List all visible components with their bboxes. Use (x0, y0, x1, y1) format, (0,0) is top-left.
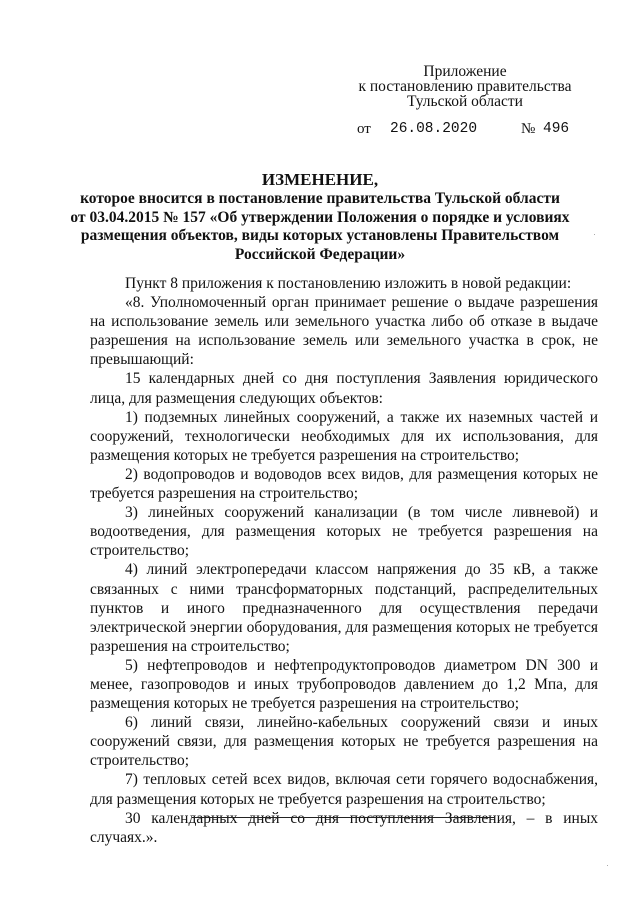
appendix-line: Тульской области (407, 93, 523, 110)
body-paragraph: 6) линий связи, линейно-кабельных сооружений связи и иных сооружений связи, для размещения которых не требуется разрешения на строительство; (90, 714, 598, 770)
body-paragraph: 5) нефтепроводов и нефтепродуктопроводов диаметром DN 300 и менее, газопроводов и иных трубопроводов давлением до 1,2 Мпа, для размещения которых не требуется разрешения на строительство; (90, 656, 598, 713)
number-sign: № (521, 121, 536, 137)
body-paragraph: 15 календарных дней со дня поступления Заявления юридического лица, для размещения следующих объектов: (90, 370, 598, 407)
body-paragraph: 30 календарных дней со дня поступления Заявления, – в иных случаях.». (90, 809, 598, 846)
body-paragraph: 4) линий электропередачи классом напряжения до 35 кВ, а также связанных с ними трансформаторных подстанций, распределительных пунктов и иного предназначенного для осуществления передачи электрической энергии оборудования, для размещения которых не требуется разрешения на строительство; (90, 561, 598, 655)
scan-speck (594, 234, 595, 235)
decree-number: 496 (543, 121, 570, 137)
subtitle-line: Российской Федерации» (234, 245, 406, 263)
appendix-line: Приложение (423, 63, 507, 80)
body-paragraph: 7) тепловых сетей всех видов, включая сети горячего водоснабжения, для размещения которых не требуется разрешения на строительство; (90, 771, 598, 808)
decree-date-number (0, 121, 640, 139)
document-body (90, 274, 598, 847)
date-prefix: от (357, 121, 371, 137)
appendix-block (330, 64, 600, 109)
subtitle-line: которое вносится в постановление правительства Тульской области (80, 190, 560, 207)
body-paragraph: 1) подземных линейных сооружений, а также их наземных частей и сооружений, технологически необходимых для их использования, для размещения которых не требуется разрешения на строительство; (90, 408, 598, 464)
document-subtitle (70, 190, 570, 264)
document-title: ИЗМЕНЕНИЕ, (261, 170, 379, 189)
body-paragraph: 2) водопроводов и водоводов всех видов, для размещения которых не требуется разрешения на строительство; (90, 465, 598, 503)
body-paragraph: Пункт 8 приложения к постановлению изложить в новой редакции: (125, 275, 572, 292)
decree-date: 26.08.2020 (390, 121, 478, 137)
scan-speck (607, 865, 608, 866)
subtitle-line: размещения объектов, виды которых установлены Правительством (80, 227, 560, 244)
subtitle-line: от 03.04.2015 № 157 «Об утверждении Положения о порядке и условиях (70, 208, 570, 226)
body-paragraph: «8. Уполномоченный орган принимает решение о выдаче разрешения на использование земель или земельного участка либо об отказе в выдаче разрешения на использование земель или земельного участка в срок, не превышающий: (90, 294, 598, 369)
appendix-line: к постановлению правительства (358, 78, 572, 95)
body-paragraph: 3) линейных сооружений канализации (в том числе ливневой) и водоотведения, для размещения которых не требуется разрешения на строительство; (90, 504, 598, 560)
closing-rule (192, 817, 494, 818)
